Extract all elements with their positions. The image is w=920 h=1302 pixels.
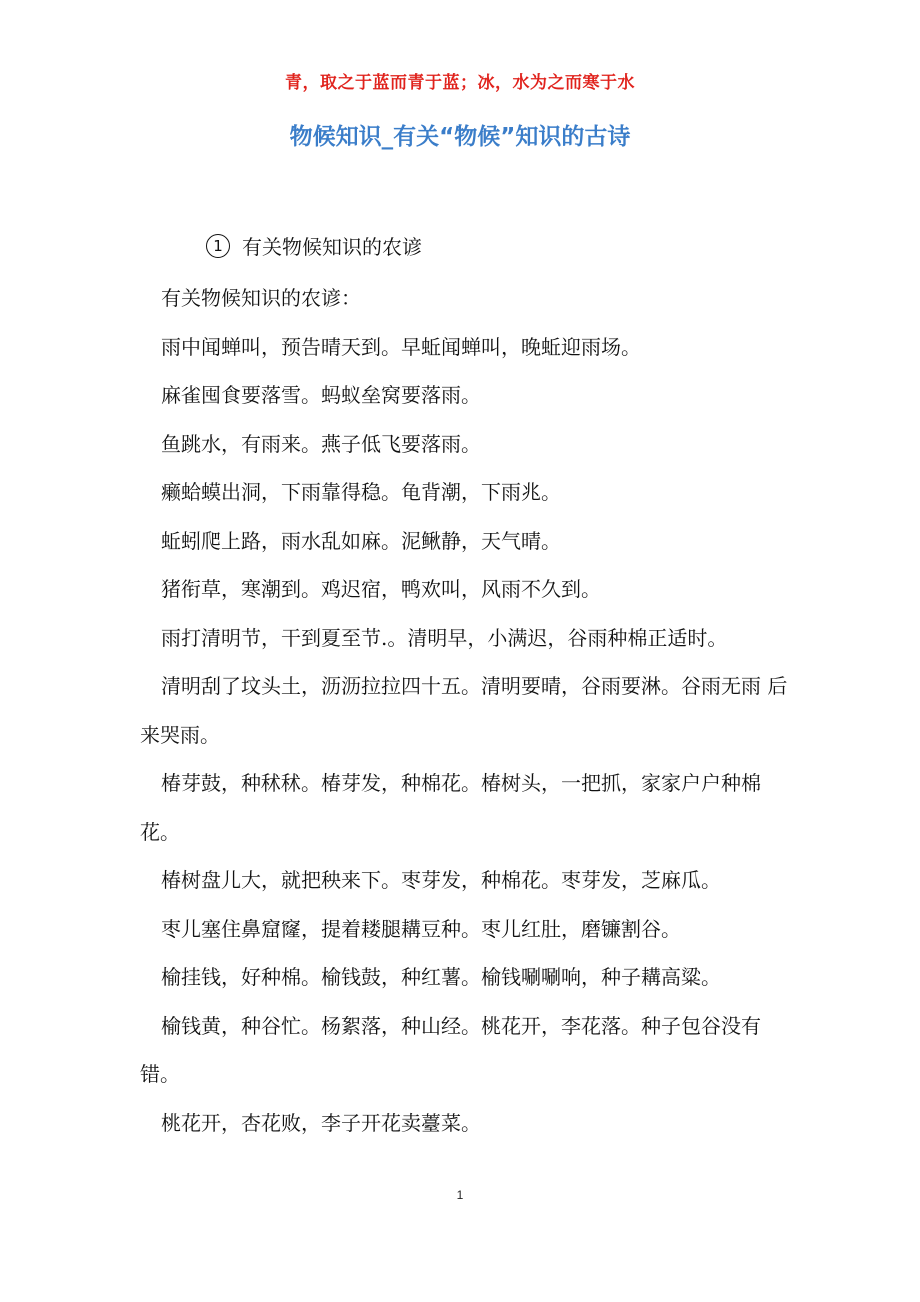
paragraph: 榆钱黄，种谷忙。杨絮落，种山经。桃花开，李花落。种子包谷没有错。 xyxy=(140,1013,761,1086)
section-heading xyxy=(206,231,422,260)
paragraph: 癞蛤蟆出洞，下雨靠得稳。龟背潮，下雨兆。 xyxy=(161,480,561,504)
paragraph: 有关物候知识的农谚： xyxy=(161,286,361,310)
paragraph: 椿芽鼓，种秫秫。椿芽发，种棉花。椿树头，一把抓，家家户户种棉花。 xyxy=(140,771,761,844)
paragraph: 榆挂钱，好种棉。榆钱鼓，种红薯。榆钱唰唰响，种子耩高粱。 xyxy=(161,965,721,989)
paragraph: 麻雀囤食要落雪。蚂蚁垒窝要落雨。 xyxy=(161,383,481,407)
section-heading-text: 有关物候知识的农谚 xyxy=(242,235,422,259)
page-number: 1 xyxy=(456,1188,464,1202)
header-motto: 青，取之于蓝而青于蓝；冰，水为之而寒于水 xyxy=(285,73,635,93)
paragraph: 鱼跳水，有雨来。燕子低飞要落雨。 xyxy=(161,431,481,456)
section-number-badge: 1 xyxy=(206,234,230,258)
paragraph: 桃花开，杏花败，李子开花卖薹菜。 xyxy=(161,1110,481,1135)
paragraph: 雨中闻蝉叫，预告晴天到。早蚯闻蝉叫，晚蚯迎雨场。 xyxy=(161,334,641,359)
paragraph: 雨打清明节，干到夏至节.。清明早，小满迟，谷雨种棉正适时。 xyxy=(161,625,728,650)
paragraph: 清明刮了坟头土，沥沥拉拉四十五。清明要晴，谷雨要淋。谷雨无雨 后来哭雨。 xyxy=(140,674,788,747)
paragraph: 猪衔草，寒潮到。鸡迟宿，鸭欢叫，风雨不久到。 xyxy=(161,577,601,601)
body-text xyxy=(140,274,796,1147)
paragraph: 蚯蚓爬上路，雨水乱如麻。泥鳅静，天气晴。 xyxy=(161,528,561,553)
document-title: 物候知识_有关“物候”知识的古诗 xyxy=(289,124,631,150)
paragraph: 枣儿塞住鼻窟窿，提着耧腿耩豆种。枣儿红肚，磨镰割谷。 xyxy=(161,916,681,941)
paragraph: 椿树盘儿大，就把秧来下。枣芽发，种棉花。枣芽发，芝麻瓜。 xyxy=(161,868,721,892)
